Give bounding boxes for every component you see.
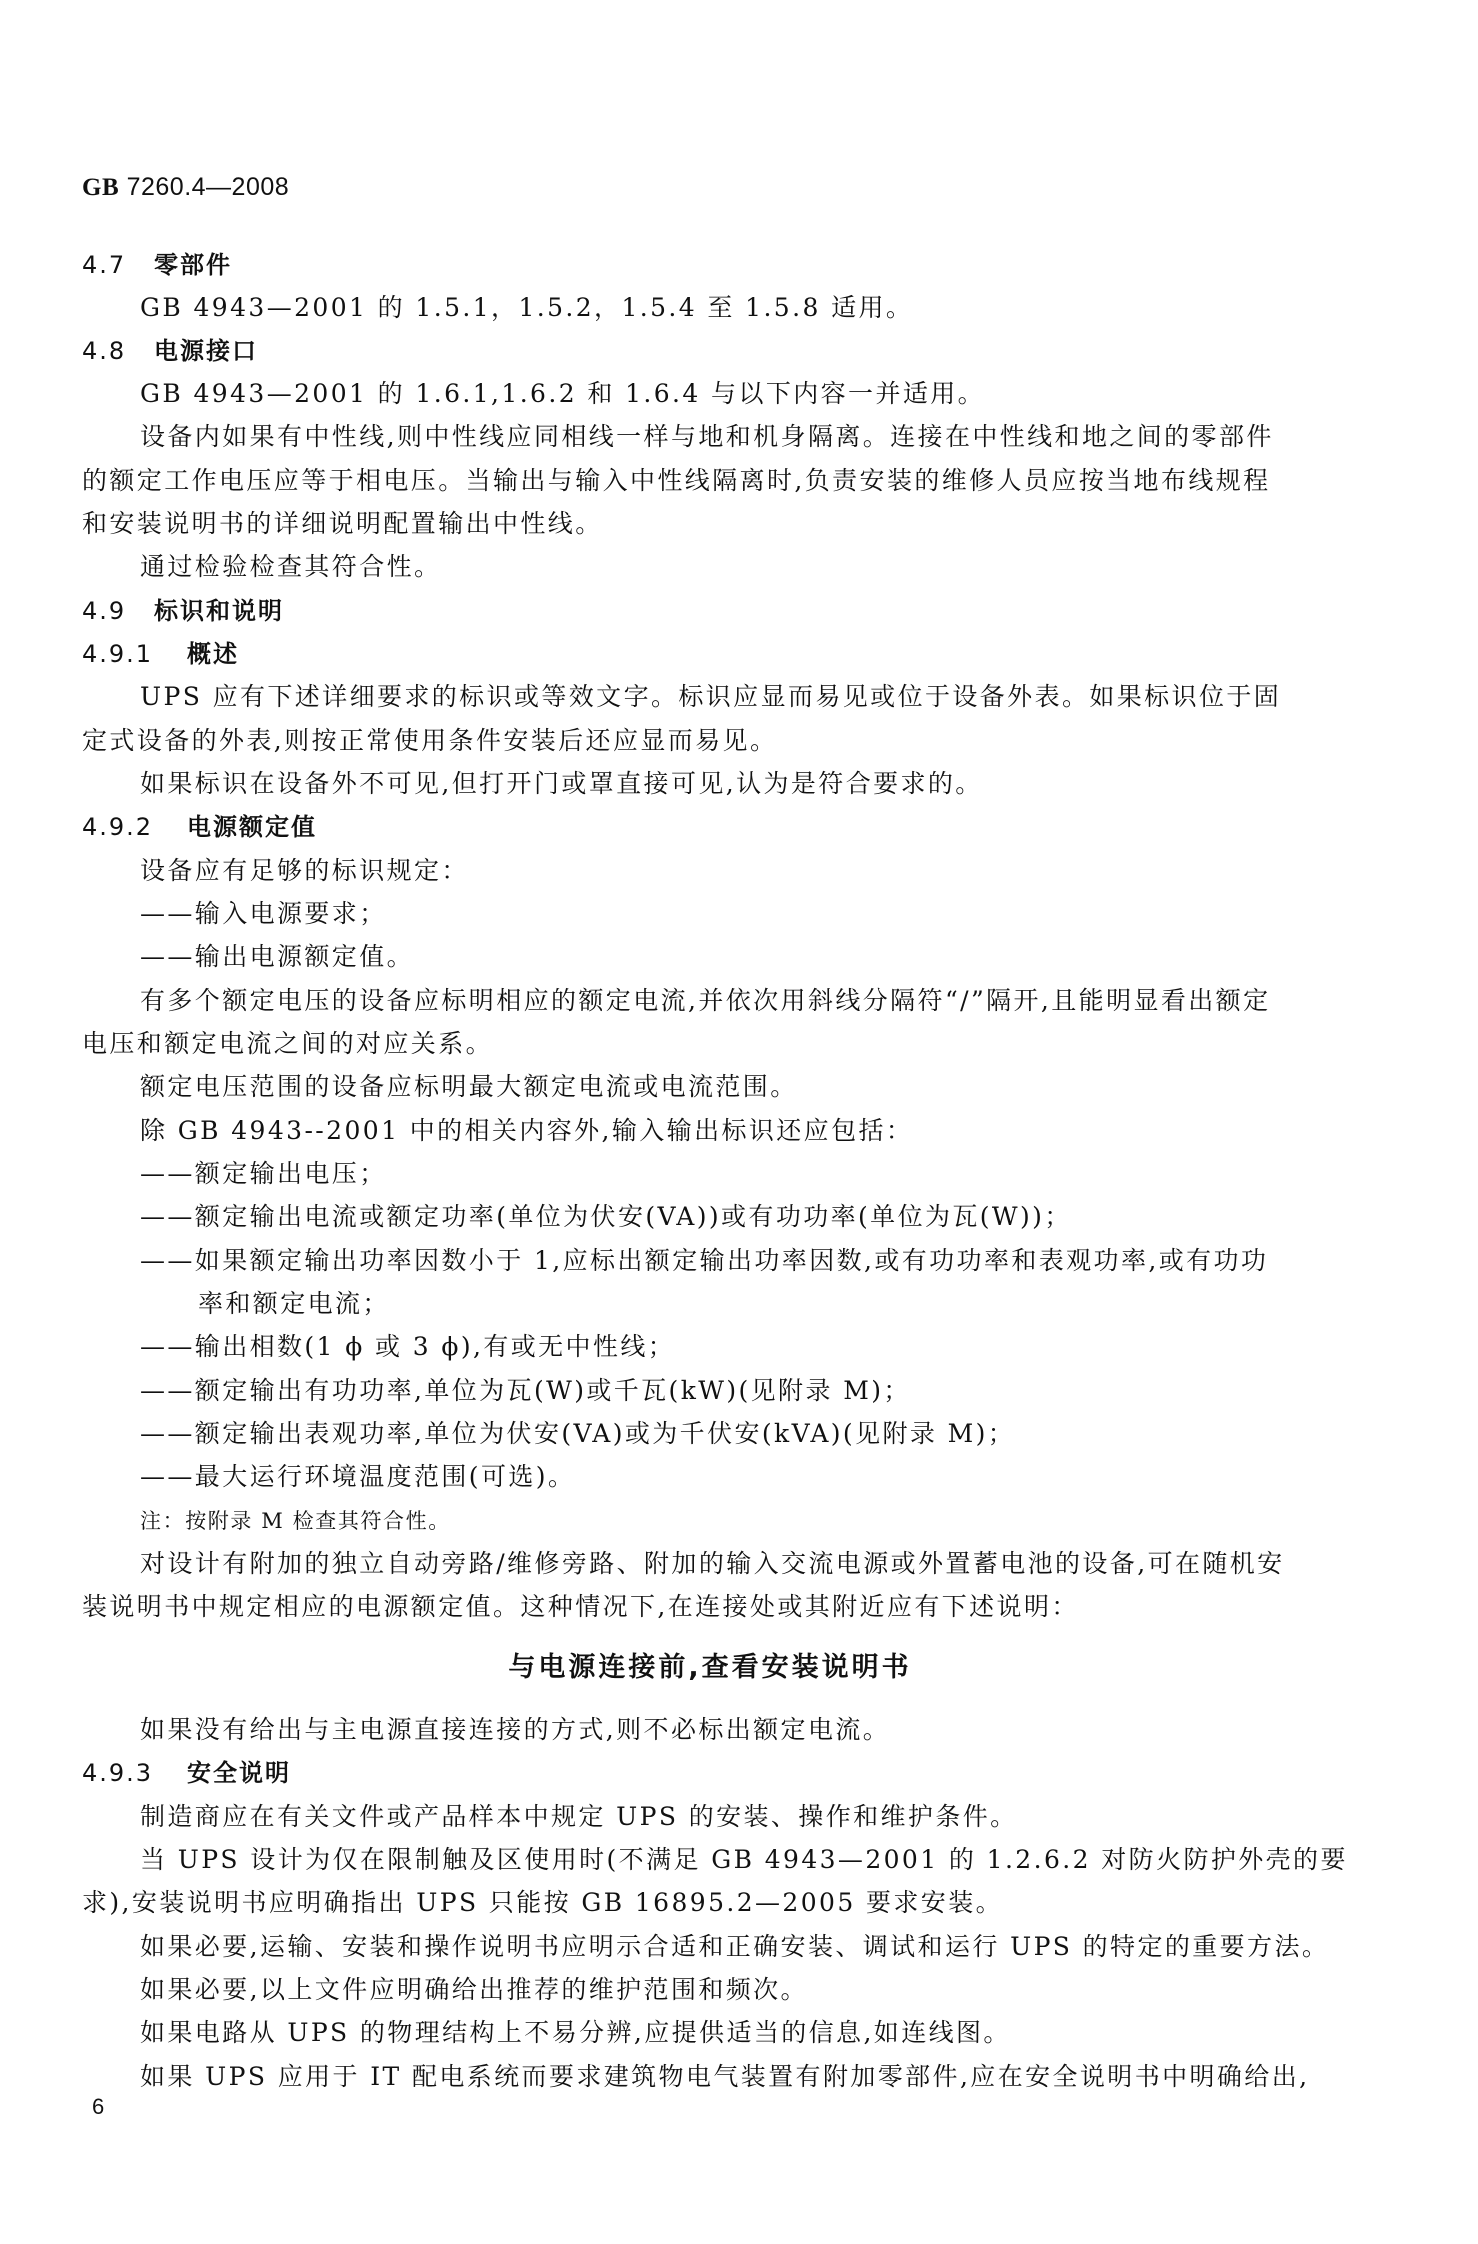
- standard-prefix: GB: [82, 174, 120, 201]
- paragraph-line: 定式设备的外表,则按正常使用条件安装后还应显而易见。: [82, 726, 778, 755]
- paragraph-line: 如果必要,运输、安装和操作说明书应明示合适和正确安装、调试和运行 UPS 的特定的重要方法。: [140, 1932, 1330, 1961]
- paragraph-line: 如果没有给出与主电源直接连接的方式,则不必标出额定电流。: [140, 1715, 891, 1744]
- section-number: 4.9.2: [82, 813, 154, 841]
- section-number: 4.8: [82, 337, 127, 365]
- paragraph-line: GB 4943—2001 的 1.5.1，1.5.2，1.5.4 至 1.5.8 适用。: [140, 293, 914, 322]
- heading-4-8: [82, 336, 258, 366]
- section-number: 4.9.3: [82, 1759, 154, 1787]
- paragraph-line: 通过检验检查其符合性。: [140, 552, 442, 581]
- section-number: 4.7: [82, 251, 127, 279]
- heading-4-7: [82, 250, 232, 280]
- heading-4-9-1: [82, 639, 239, 669]
- paragraph-line: 当 UPS 设计为仅在限制触及区使用时(不满足 GB 4943—2001 的 1.2.6.2 对防火防护外壳的要: [140, 1845, 1348, 1874]
- paragraph-line: 如果电路从 UPS 的物理结构上不易分辨,应提供适当的信息,如连线图。: [140, 2018, 1011, 2047]
- centered-notice: 与电源连接前,查看安装说明书: [508, 1652, 912, 1683]
- list-item: ——额定输出电压；: [140, 1159, 387, 1188]
- paragraph-line: 和安装说明书的详细说明配置输出中性线。: [82, 509, 603, 538]
- list-item: ——最大运行环境温度范围(可选)。: [140, 1462, 576, 1491]
- list-item: ——额定输出有功功率,单位为瓦(W)或千瓦(kW)(见附录 M)；: [140, 1376, 911, 1405]
- list-item: ——输出电源额定值。: [140, 942, 415, 971]
- list-item: ——额定输出表观功率,单位为伏安(VA)或为千伏安(kVA)(见附录 M)；: [140, 1419, 1016, 1448]
- paragraph-line: 有多个额定电压的设备应标明相应的额定电流,并依次用斜线分隔符“/”隔开,且能明显看出额定: [140, 986, 1271, 1015]
- paragraph-line: 装说明书中规定相应的电源额定值。这种情况下,在连接处或其附近应有下述说明：: [82, 1592, 1079, 1621]
- section-title: 概述: [187, 640, 239, 668]
- heading-4-9: [82, 596, 284, 626]
- list-item: ——如果额定输出功率因数小于 1,应标出额定输出功率因数,或有功功率和表观功率,或有功功: [140, 1246, 1269, 1275]
- paragraph-line: 的额定工作电压应等于相电压。当输出与输入中性线隔离时,负责安装的维修人员应按当地布线规程: [82, 466, 1271, 495]
- running-header: [82, 172, 289, 203]
- list-item: ——输出相数(1 ϕ 或 3 ϕ),有或无中性线；: [140, 1332, 676, 1361]
- page-number: 6: [92, 2094, 107, 2119]
- section-number: 4.9: [82, 597, 127, 625]
- paragraph-line: 如果标识在设备外不可见,但打开门或罩直接可见,认为是符合要求的。: [140, 769, 983, 798]
- paragraph-line: 电压和额定电流之间的对应关系。: [82, 1029, 494, 1058]
- list-item-continuation: 率和额定电流；: [198, 1289, 390, 1318]
- section-number: 4.9.1: [82, 640, 154, 668]
- paragraph-line: GB 4943—2001 的 1.6.1,1.6.2 和 1.6.4 与以下内容一并适用。: [140, 379, 986, 408]
- section-title: 安全说明: [187, 1759, 291, 1787]
- section-title: 零部件: [154, 251, 232, 279]
- heading-4-9-3: [82, 1758, 291, 1788]
- note: 注：按附录 M 检查其符合性。: [140, 1509, 451, 1533]
- heading-4-9-2: [82, 812, 317, 842]
- paragraph-line: 除 GB 4943--2001 中的相关内容外,输入输出标识还应包括：: [140, 1116, 914, 1145]
- paragraph-line: 设备应有足够的标识规定：: [140, 856, 469, 885]
- section-title: 电源接口: [154, 337, 258, 365]
- paragraph-line: 如果 UPS 应用于 IT 配电系统而要求建筑物电气装置有附加零部件,应在安全说明书中明确给出,: [140, 2062, 1310, 2091]
- paragraph-line: 对设计有附加的独立自动旁路/维修旁路、附加的输入交流电源或外置蓄电池的设备,可在随机安: [140, 1549, 1285, 1578]
- paragraph-line: 设备内如果有中性线,则中性线应同相线一样与地和机身隔离。连接在中性线和地之间的零部件: [140, 422, 1274, 451]
- list-item: ——额定输出电流或额定功率(单位为伏安(VA))或有功功率(单位为瓦(W))；: [140, 1202, 1072, 1231]
- standard-number: 7260.4—2008: [126, 173, 290, 201]
- paragraph-line: 额定电压范围的设备应标明最大额定电流或电流范围。: [140, 1072, 798, 1101]
- paragraph-line: 如果必要,以上文件应明确给出推荐的维护范围和频次。: [140, 1975, 808, 2004]
- list-item: ——输入电源要求；: [140, 899, 387, 928]
- paragraph-line: UPS 应有下述详细要求的标识或等效文字。标识应显而易见或位于设备外表。如果标识位于固: [140, 682, 1282, 711]
- paragraph-line: 制造商应在有关文件或产品样本中规定 UPS 的安装、操作和维护条件。: [140, 1802, 1018, 1831]
- section-title: 标识和说明: [154, 597, 284, 625]
- paragraph-line: 求),安装说明书应明确指出 UPS 只能按 GB 16895.2—2005 要求安装。: [82, 1888, 1003, 1917]
- section-title: 电源额定值: [187, 813, 317, 841]
